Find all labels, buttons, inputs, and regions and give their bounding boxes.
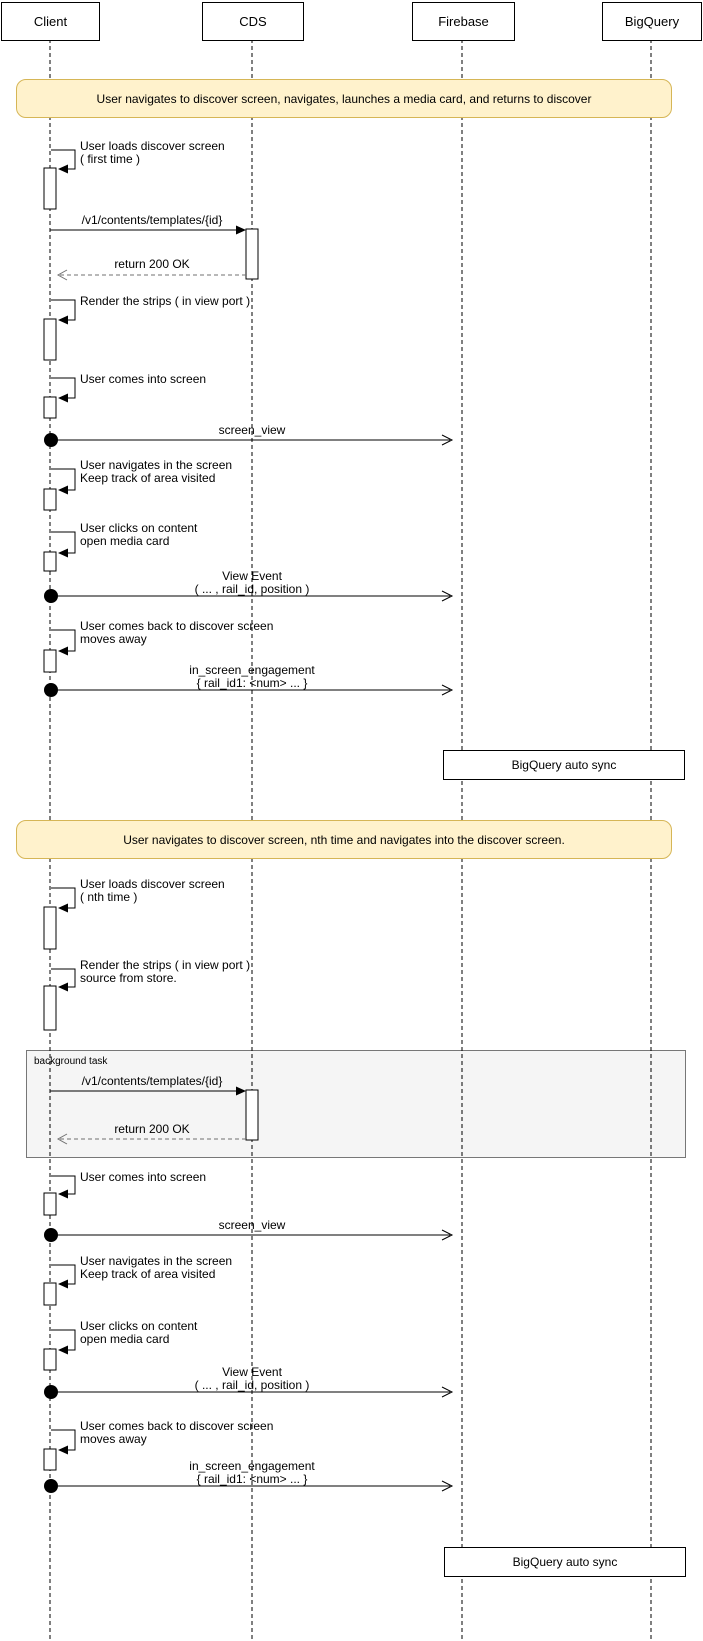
event-arrow-6-label: in_screen_engagement { rail_id1: <num> ... } — [189, 1459, 315, 1486]
self-message-2-label: Render the strips ( in view port ) — [80, 294, 251, 308]
actor-label: Client — [33, 14, 68, 29]
self-message-4-loop — [44, 469, 75, 510]
self-message-4-label: User navigates in the screen Keep track of area visited — [80, 458, 233, 485]
self-message-11-label: User clicks on content open media card — [80, 1319, 198, 1346]
bigquery-sync-box-1 — [443, 750, 685, 780]
activation-bar — [44, 319, 56, 360]
activation-bar — [44, 489, 56, 510]
event-arrow-4-label: screen_view — [218, 1218, 286, 1232]
event-arrow-3-label: in_screen_engagement { rail_id1: <num> ... } — [189, 663, 315, 690]
activation-bar — [44, 552, 56, 571]
bigquery-sync-label: BigQuery auto sync — [512, 1555, 618, 1569]
self-message-10-loop — [44, 1265, 75, 1305]
activation-bar — [44, 1283, 56, 1305]
self-message-10-label: User navigates in the screen Keep track of area visited — [80, 1254, 233, 1281]
activation-bar — [44, 907, 56, 949]
self-message-8-label: Render the strips ( in view port ) source from store. — [80, 958, 251, 985]
self-message-9-label: User comes into screen — [80, 1170, 207, 1184]
call-request-2-label: /v1/contents/templates/{id} — [81, 1074, 223, 1088]
self-message-5-loop — [44, 532, 75, 571]
actor-box-firebase — [412, 2, 515, 41]
activation-bar — [246, 229, 258, 279]
event-arrow-1-label: screen_view — [218, 423, 286, 437]
self-message-8-loop — [44, 969, 75, 1030]
bigquery-sync-label: BigQuery auto sync — [511, 758, 617, 772]
self-message-3-label: User comes into screen — [80, 372, 207, 386]
call-request-1-label: /v1/contents/templates/{id} — [81, 213, 223, 227]
activation-bar — [44, 986, 56, 1030]
activation-bar — [44, 397, 56, 418]
note-banner-2 — [16, 820, 672, 859]
self-message-3-loop — [44, 378, 75, 418]
call-return-1-label: return 200 OK — [114, 257, 190, 271]
self-message-11-loop — [44, 1330, 75, 1370]
self-message-9-loop — [44, 1176, 75, 1215]
actor-box-bigquery — [602, 2, 702, 41]
background-task-label: background task — [34, 1056, 108, 1067]
note-banner-text: User navigates to discover screen, nth time and navigates into the discover screen. — [123, 832, 565, 847]
self-message-1-label: User loads discover screen ( first time ) — [80, 139, 225, 166]
self-message-6-label: User comes back to discover screen moves away — [80, 619, 274, 646]
call-return-2-label: return 200 OK — [114, 1122, 190, 1136]
call-return-1 — [58, 270, 246, 280]
actor-box-cds — [202, 2, 304, 41]
actor-label: Firebase — [438, 14, 489, 29]
event-arrow-5-label: View Event ( ... , rail_id, position ) — [194, 1365, 310, 1392]
self-message-7-label: User loads discover screen ( nth time ) — [80, 877, 225, 904]
actor-label: CDS — [239, 14, 267, 29]
self-message-1-loop — [44, 150, 75, 209]
self-message-2-loop — [44, 300, 75, 360]
self-message-12-label: User comes back to discover screen moves away — [80, 1419, 274, 1446]
activation-bar — [44, 1193, 56, 1215]
activation-bar — [44, 168, 56, 209]
self-message-5-label: User clicks on content open media card — [80, 521, 198, 548]
self-message-7-loop — [44, 888, 75, 949]
note-banner-1 — [16, 79, 672, 118]
event-arrow-2-label: View Event ( ... , rail_id, position ) — [194, 569, 310, 596]
note-banner-text: User navigates to discover screen, navigates, launches a media card, and returns to discover — [96, 91, 592, 106]
actor-label: BigQuery — [624, 14, 680, 29]
actor-box-client — [1, 2, 100, 41]
bigquery-sync-box-2 — [444, 1547, 686, 1577]
